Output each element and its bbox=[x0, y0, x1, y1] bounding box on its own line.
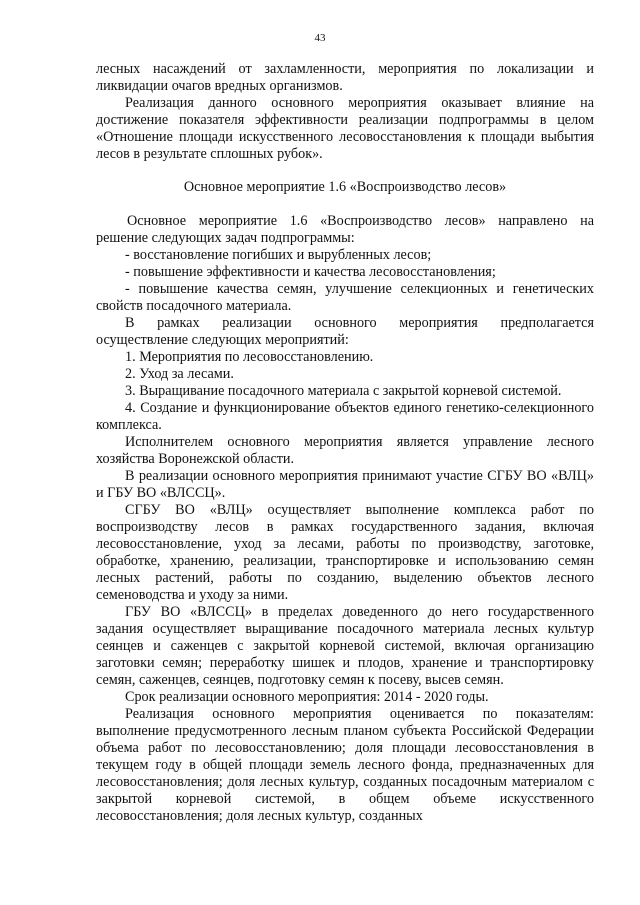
list-item-measure-2: 2. Уход за лесами. bbox=[125, 366, 234, 382]
paragraph-executor: Исполнителем основного мероприятия является управление лесного хозяйства Воронежской области. bbox=[96, 434, 594, 467]
paragraph-vlssc: ГБУ ВО «ВЛССЦ» в пределах доведенного до него государственного задания осуществляет выращивание посадочного материала лесных культур сеянцев и саженцев с закрытой корневой системой, включая организацию заготовки семян; переработку шишек и плодов, хранение и транспортировку семян, саженцев, сеянцев, подготовку семян к посеву, высев семян. bbox=[96, 604, 594, 688]
paragraph-measures-intro: В рамках реализации основного мероприятия предполагается осуществление следующих мероприятий: bbox=[96, 315, 594, 348]
list-item-task-2: - повышение эффективности и качества лесовосстановления; bbox=[125, 264, 496, 280]
list-item-task-3: - повышение качества семян, улучшение селекционных и генетических свойств посадочного материала. bbox=[96, 281, 594, 314]
list-item-measure-3: 3. Выращивание посадочного материала с закрытой корневой системой. bbox=[125, 383, 562, 399]
list-item-task-1: - восстановление погибших и вырубленных лесов; bbox=[125, 247, 432, 263]
paragraph-vlc: СГБУ ВО «ВЛЦ» осуществляет выполнение комплекса работ по воспроизводству лесов в рамках государственного задания, включая лесовосстановление, уход за лесами, работы по производству, заготовке, обработке, хранению, реализации, транспортировке и использованию семян лесных растений, работы по созданию, выделению объектов лесного семеноводства и уходу за ними. bbox=[96, 502, 594, 603]
list-item-measure-4: 4. Создание и функционирование объектов единого генетико-селекционного комплекса. bbox=[96, 400, 594, 433]
paragraph-participants: В реализации основного мероприятия принимают участие СГБУ ВО «ВЛЦ» и ГБУ ВО «ВЛССЦ». bbox=[96, 468, 594, 501]
document-body bbox=[96, 61, 594, 825]
paragraph-intro: Основное мероприятие 1.6 «Воспроизводство лесов» направлено на решение следующих задач подпрограммы: bbox=[96, 213, 594, 246]
paragraph-term: Срок реализации основного мероприятия: 2014 - 2020 годы. bbox=[125, 689, 489, 705]
paragraph-indicators: Реализация основного мероприятия оценивается по показателям: выполнение предусмотренного лесным планом субъекта Российской Федерации объема работ по лесовосстановлению; доля площади лесовосстановления в текущем году в общей площади земель лесного фонда, предназначенных для лесовосстановления; доля лесных культур, созданных посадочным материалом с закрытой корневой системой, в общем объеме искусственного лесовосстановления; доля лесных культур, созданных bbox=[96, 706, 594, 824]
section-heading: Основное мероприятие 1.6 «Воспроизводство лесов» bbox=[183, 179, 507, 195]
page-number: 43 bbox=[314, 32, 326, 44]
list-item-measure-1: 1. Мероприятия по лесовосстановлению. bbox=[125, 349, 374, 365]
paragraph-continuation: лесных насаждений от захламленности, мероприятия по локализации и ликвидации очагов вредных организмов. bbox=[96, 61, 594, 94]
paragraph-indicator-impact: Реализация данного основного мероприятия оказывает влияние на достижение показателя эффективности реализации подпрограммы в целом «Отношение площади искусственного лесовосстановления к площади выбытия лесов в результате сплошных рубок». bbox=[96, 95, 594, 162]
